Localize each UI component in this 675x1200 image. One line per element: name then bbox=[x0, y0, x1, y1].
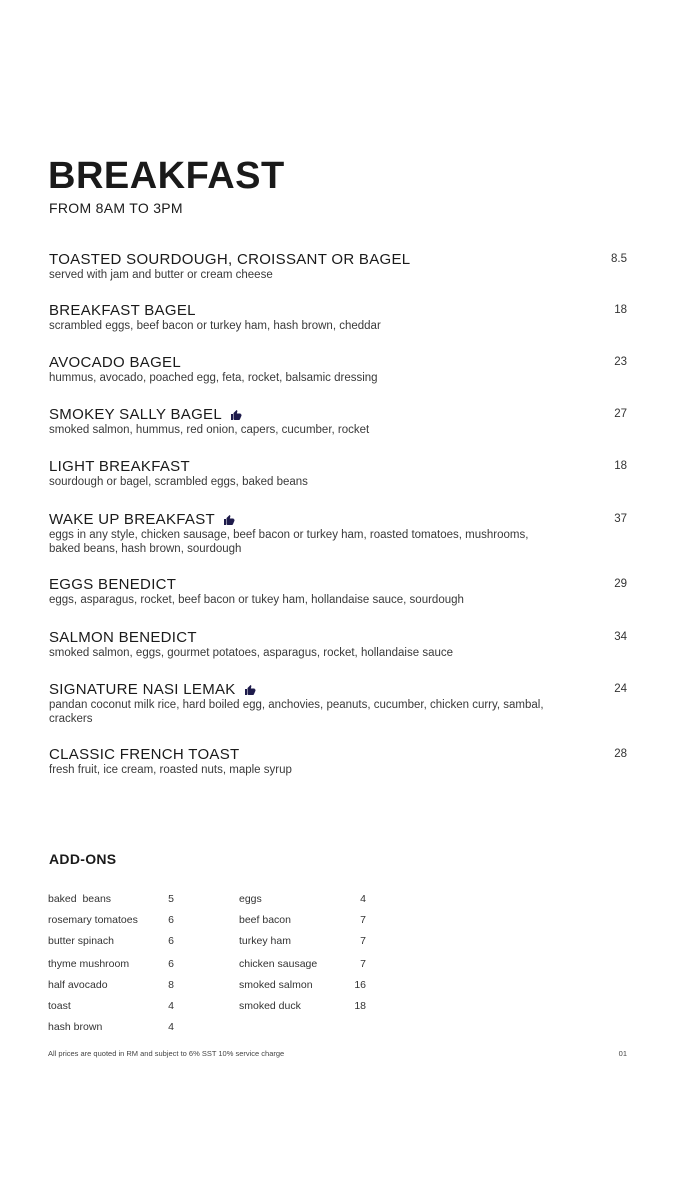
menu-item bbox=[49, 458, 627, 490]
menu-item-name: AVOCADO BAGEL bbox=[49, 354, 181, 371]
menu-item-name: SALMON BENEDICT bbox=[49, 629, 197, 646]
addon-name: thyme mushroom bbox=[48, 958, 130, 970]
menu-item-description: eggs, asparagus, rocket, beef bacon or tukey ham, hollandaise sauce, sourdough bbox=[49, 594, 464, 606]
addon-price: 4 bbox=[168, 1000, 174, 1012]
menu-item-name: WAKE UP BREAKFAST bbox=[49, 511, 215, 528]
menu-item-name: TOASTED SOURDOUGH, CROISSANT OR BAGEL bbox=[49, 251, 411, 268]
menu-item-price: 23 bbox=[614, 356, 627, 368]
page-number: 01 bbox=[618, 1049, 627, 1058]
menu-item bbox=[49, 629, 627, 661]
page-subtitle: FROM 8AM TO 3PM bbox=[49, 200, 183, 216]
menu-item bbox=[49, 251, 627, 283]
addon-name: eggs bbox=[239, 893, 262, 905]
addon-price: 7 bbox=[360, 914, 366, 926]
menu-item-price: 27 bbox=[614, 408, 627, 420]
menu-item-name: SMOKEY SALLY BAGEL bbox=[49, 406, 222, 423]
menu-item-name: BREAKFAST BAGEL bbox=[49, 302, 196, 319]
menu-item-description: pandan coconut milk rice, hard boiled egg, anchovies, peanuts, cucumber, chicken curry, sambal, crackers bbox=[49, 699, 544, 725]
thumbs-up-icon bbox=[230, 409, 242, 421]
menu-item-name: EGGS BENEDICT bbox=[49, 576, 177, 593]
menu-item-price: 8.5 bbox=[611, 253, 627, 265]
menu-item bbox=[49, 681, 627, 726]
addon-price: 6 bbox=[168, 958, 174, 970]
menu-item bbox=[49, 302, 627, 334]
addon-name: toast bbox=[48, 1000, 71, 1012]
menu-item-name: SIGNATURE NASI LEMAK bbox=[49, 681, 236, 698]
page-title: BREAKFAST bbox=[48, 155, 285, 197]
menu-item-description: served with jam and butter or cream cheese bbox=[49, 269, 273, 281]
addon-name: turkey ham bbox=[239, 935, 291, 947]
thumbs-up-icon bbox=[244, 684, 256, 696]
addon-price: 18 bbox=[354, 1000, 366, 1012]
menu-item-price: 29 bbox=[614, 578, 627, 590]
addon-price: 6 bbox=[168, 914, 174, 926]
menu-item-name: LIGHT BREAKFAST bbox=[49, 458, 190, 475]
menu-item bbox=[49, 746, 627, 778]
addon-price: 8 bbox=[168, 979, 174, 991]
menu-item-name: CLASSIC FRENCH TOAST bbox=[49, 746, 240, 763]
menu-item-description: sourdough or bagel, scrambled eggs, baked beans bbox=[49, 476, 308, 488]
menu-item-description: eggs in any style, chicken sausage, beef bacon or turkey ham, roasted tomatoes, mushrooms, baked beans, hash brown, sourdough bbox=[49, 529, 529, 555]
addon-name: half avocado bbox=[48, 979, 108, 991]
menu-item-description: smoked salmon, hummus, red onion, capers, cucumber, rocket bbox=[49, 424, 370, 436]
addon-name: butter spinach bbox=[48, 935, 114, 947]
addon-name: rosemary tomatoes bbox=[48, 914, 138, 926]
menu-item bbox=[49, 406, 627, 438]
addon-price: 4 bbox=[168, 1021, 174, 1033]
addon-name: beef bacon bbox=[239, 914, 291, 926]
addon-price: 16 bbox=[354, 979, 366, 991]
menu-item-price: 34 bbox=[614, 631, 627, 643]
addon-price: 4 bbox=[360, 893, 366, 905]
addon-name: smoked duck bbox=[239, 1000, 301, 1012]
addon-name: baked beans bbox=[48, 893, 112, 905]
addon-name: smoked salmon bbox=[239, 979, 313, 991]
menu-item-price: 24 bbox=[614, 683, 627, 695]
menu-item-description: fresh fruit, ice cream, roasted nuts, maple syrup bbox=[49, 764, 292, 776]
addon-price: 7 bbox=[360, 935, 366, 947]
menu-item-price: 18 bbox=[614, 304, 627, 316]
menu-item-price: 18 bbox=[614, 460, 627, 472]
addon-price: 6 bbox=[168, 935, 174, 947]
menu-item bbox=[49, 576, 627, 608]
menu-item bbox=[49, 354, 627, 386]
addon-price: 7 bbox=[360, 958, 366, 970]
price-footnote: All prices are quoted in RM and subject to 6% SST 10% service charge bbox=[48, 1049, 285, 1058]
addon-name: chicken sausage bbox=[239, 958, 318, 970]
addons-title: ADD-ONS bbox=[49, 851, 117, 867]
addon-price: 5 bbox=[168, 893, 174, 905]
menu-item bbox=[49, 511, 627, 556]
menu-item-price: 37 bbox=[614, 513, 627, 525]
menu-item-description: hummus, avocado, poached egg, feta, rocket, balsamic dressing bbox=[49, 372, 378, 384]
thumbs-up-icon bbox=[223, 514, 235, 526]
menu-item-description: smoked salmon, eggs, gourmet potatoes, asparagus, rocket, hollandaise sauce bbox=[49, 647, 454, 659]
menu-item-price: 28 bbox=[614, 748, 627, 760]
menu-item-description: scrambled eggs, beef bacon or turkey ham, hash brown, cheddar bbox=[49, 320, 381, 332]
addon-name: hash brown bbox=[48, 1021, 103, 1033]
